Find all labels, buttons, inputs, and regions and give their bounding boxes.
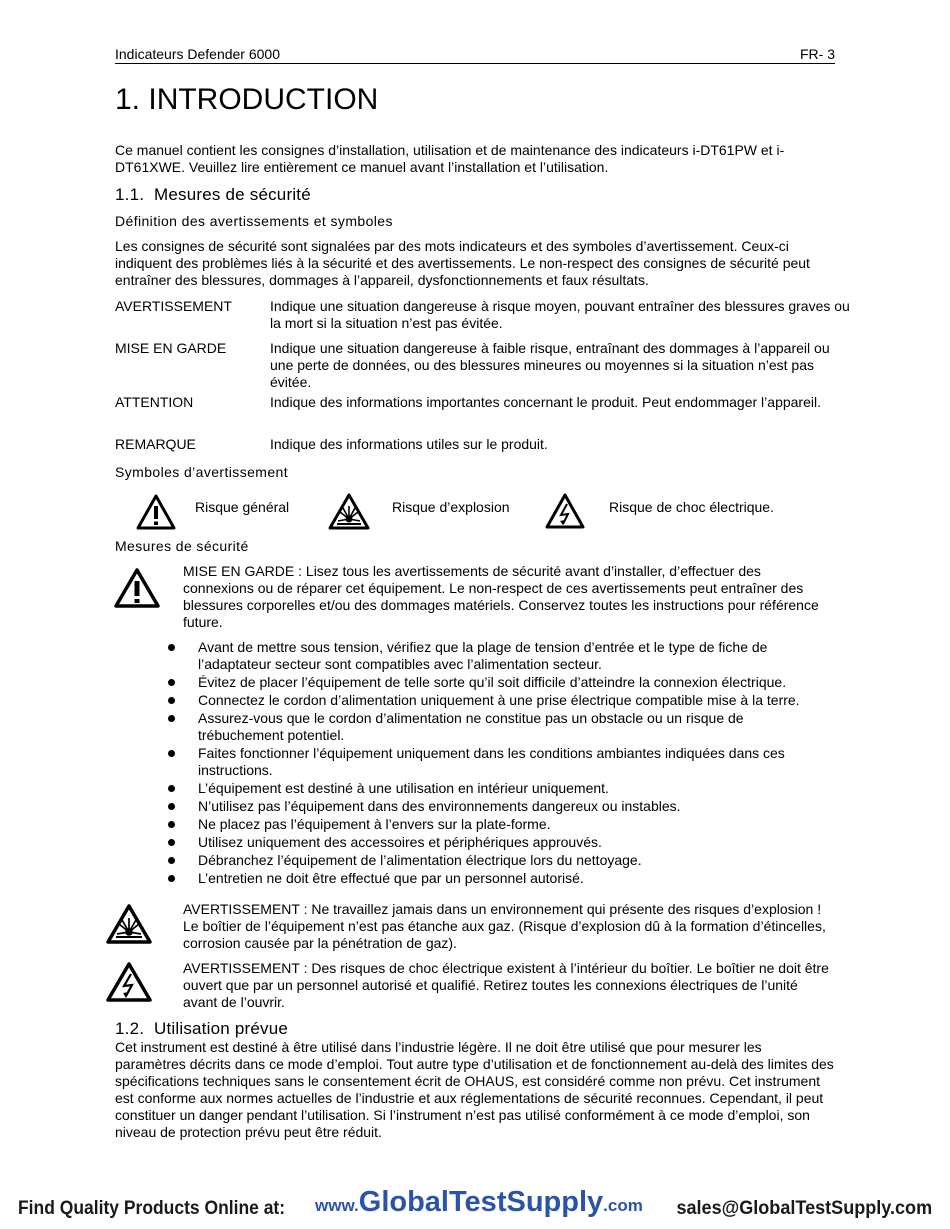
list-item: Ne placez pas l’équipement à l’envers sur la plate-forme. xyxy=(168,816,828,834)
shock-warning-text: AVERTISSEMENT : Des risques de choc électrique existent à l’intérieur du boîtier. Le boîtier ne doit être ouvert que par un personnel autorisé et qualifié. Retirez toutes les connexions électriques de l’unité avant de l’ouvrir. xyxy=(183,960,829,1010)
symbol-label-electric: Risque de choc électrique. xyxy=(609,499,774,515)
list-item: Connectez le cordon d’alimentation uniquement à une prise électrique compatible mise à la terre. xyxy=(168,692,828,710)
explosion-warning-text: AVERTISSEMENT : Ne travaillez jamais dans un environnement qui présente des risques d’explosion ! Le boîtier de l’équipement n’est pas étanche aux gaz. (Risque d’explosion dû à la formation d’étincelles, corrosion causée par la pénétration de gaz). xyxy=(183,901,826,951)
section-heading-1-2: 1.2. Utilisation prévue xyxy=(115,1019,288,1038)
definitions-paragraph: Les consignes de sécurité sont signalées par des mots indicateurs et des symboles d’avertissement. Ceux-ci indiquent des problèmes liés à la sécurité et des avertissements. Le non-respect des consignes de sécurité peut entraîner des blessures, dommages à l’appareil, dysfonctionnements et faux résultats. xyxy=(115,238,810,288)
section-heading-1-1: 1.1. Mesures de sécurité xyxy=(115,185,311,204)
explosion-warning-icon xyxy=(328,493,370,531)
subheading-symbols: Symboles d’avertissement xyxy=(115,464,288,480)
subheading-definitions: Définition des avertissements et symboles xyxy=(115,213,393,229)
term-description: Indique des informations importantes concernant le produit. Peut endommager l’appareil. xyxy=(270,394,821,410)
caution-text: MISE EN GARDE : Lisez tous les avertissements de sécurité avant d’installer, d’effectuer des connexions ou de réparer cet équipement. Le non-respect de ces avertissements peut entraîner des blessures corporelles et/ou des dommages matériels. Conservez toutes les instructions pour référence future. xyxy=(183,563,819,630)
running-header-title: Indicateurs Defender 6000 xyxy=(115,46,280,62)
url-suffix: .com xyxy=(603,1196,643,1215)
chapter-title: 1. INTRODUCTION xyxy=(115,83,379,116)
header-rule xyxy=(115,63,835,64)
page-number: FR- 3 xyxy=(800,46,835,62)
url-prefix: www. xyxy=(315,1196,359,1215)
symbol-label-general: Risque général xyxy=(195,499,290,515)
list-item: Avant de mettre sous tension, vérifiez que la plage de tension d’entrée et le type de fiche de l’adaptateur secteur sont compatibles avec l’alimentation secteur. xyxy=(168,639,828,674)
explosion-warning-icon xyxy=(106,904,152,945)
intended-use-paragraph: Cet instrument est destiné à être utilisé dans l’industrie légère. Il ne doit être utilisé que pour mesurer les paramètres décrits dans ce mode d’emploi. Tout autre type d’utilisation et de fonctionnement au-delà des limites des spécifications techniques sans le consentement écrit de OHAUS, est considéré comme non prévu. Cet instrument est conforme aux normes actuelles de l’industrie et aux réglementations de sécurité reconnues. Cependant, il peut constituer un danger pendant l’utilisation. Si l’instrument n’est pas utilisé conformément à ce mode d’emploi, son niveau de protection prévu peut être réduit. xyxy=(115,1039,834,1140)
intro-paragraph: Ce manuel contient les consignes d’installation, utilisation et de maintenance des indicateurs i-DT61PW et i-DT61XWE. Veuillez lire entièrement ce manuel avant l’installation et l’utilisation. xyxy=(115,142,785,175)
electric-shock-icon xyxy=(545,493,585,529)
general-warning-icon xyxy=(136,494,176,530)
list-item: N’utilisez pas l’équipement dans des environnements dangereux ou instables. xyxy=(168,798,828,816)
term-description: Indique une situation dangereuse à faible risque, entraînant des dommages à l’appareil ou une perte de données, ou des blessures mineures ou moyennes si la situation n’est pas évitée. xyxy=(270,340,830,390)
footer-website-link[interactable] xyxy=(315,1188,643,1220)
subheading-measures: Mesures de sécurité xyxy=(115,538,249,554)
footer-tagline: Find Quality Products Online at: xyxy=(18,1198,286,1219)
list-item: Assurez-vous que le cordon d’alimentation ne constitue pas un obstacle ou un risque de trébuchement potentiel. xyxy=(168,710,828,745)
term-label: ATTENTION xyxy=(115,394,194,410)
term-label: AVERTISSEMENT xyxy=(115,298,232,314)
list-item: Utilisez uniquement des accessoires et périphériques approuvés. xyxy=(168,834,828,852)
url-main: GlobalTestSupply xyxy=(358,1186,604,1218)
list-item: Évitez de placer l’équipement de telle sorte qu’il soit difficile d’atteindre la connexion électrique. xyxy=(168,674,828,692)
symbol-label-explosion: Risque d’explosion xyxy=(392,499,510,515)
term-description: Indique des informations utiles sur le produit. xyxy=(270,436,548,452)
electric-shock-icon xyxy=(106,962,152,1003)
list-item: L’entretien ne doit être effectué que par un personnel autorisé. xyxy=(168,870,828,888)
list-item: Débranchez l’équipement de l’alimentation électrique lors du nettoyage. xyxy=(168,852,828,870)
footer-email-link[interactable]: sales@GlobalTestSupply.com xyxy=(676,1198,932,1219)
list-item: L’équipement est destiné à une utilisation en intérieur uniquement. xyxy=(168,780,828,798)
caution-warning-icon xyxy=(114,568,160,609)
list-item: Faites fonctionner l’équipement uniquement dans les conditions ambiantes indiquées dans ces instructions. xyxy=(168,745,828,780)
term-label: REMARQUE xyxy=(115,436,196,452)
safety-bullet-list xyxy=(168,639,828,888)
term-description: Indique une situation dangereuse à risque moyen, pouvant entraîner des blessures graves ou la mort si la situation n’est pas évitée. xyxy=(270,298,850,331)
term-label: MISE EN GARDE xyxy=(115,340,227,356)
